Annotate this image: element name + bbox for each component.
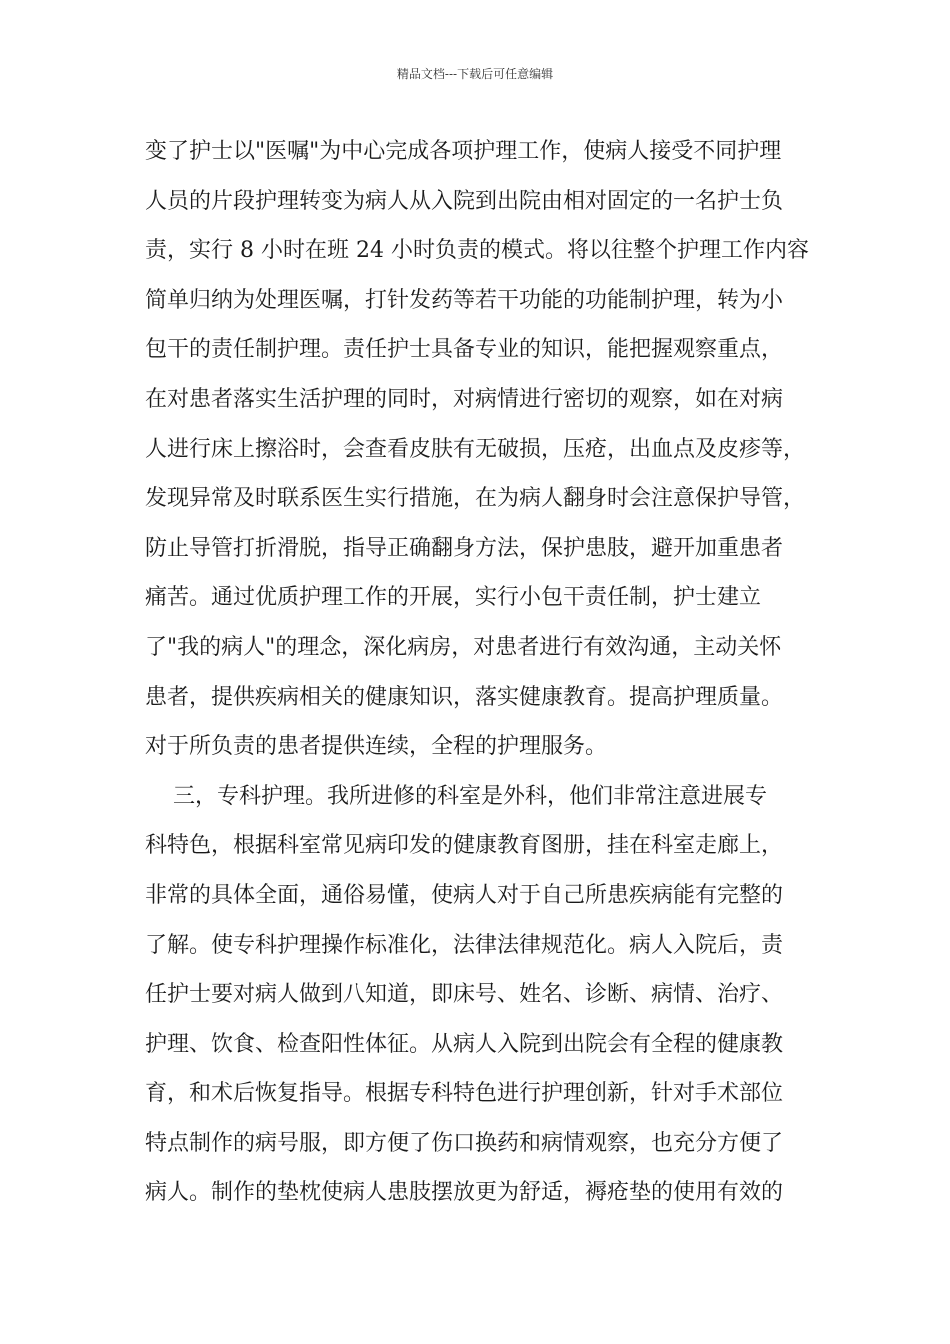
text-line: 育，和术后恢复指导。根据专科特色进行护理创新，针对手术部位 (145, 1081, 784, 1107)
text-line: 防止导管打折滑脱，指导正确翻身方法，保护患肢，避开加重患者 (145, 535, 784, 561)
text-line: 人员的片段护理转变为病人从入院到出院由相对固定的一名护士负 (145, 188, 784, 214)
text-line: 护理、饮食、检查阳性体征。从病人入院到出院会有全程的健康教 (145, 1031, 784, 1057)
text-line: 任护士要对病人做到八知道，即床号、姓名、诊断、病情、治疗、 (145, 982, 784, 1008)
text-line: 了"我的病人"的理念，深化病房，对患者进行有效沟通，主动关怀 (145, 634, 782, 660)
text-line: 对于所负责的患者提供连续，全程的护理服务。 (145, 734, 608, 760)
text-line: 发现异常及时联系医生实行措施，在为病人翻身时会注意保护导管， (145, 486, 806, 512)
text-line: 包干的责任制护理。责任护士具备专业的知识，能把握观察重点， (145, 337, 784, 363)
text-line: 特点制作的病号服，即方便了伤口换药和病情观察，也充分方便了 (145, 1130, 784, 1156)
document-body (145, 134, 825, 1225)
text-line: 在对患者落实生活护理的同时，对病情进行密切的观察，如在对病 (145, 386, 784, 412)
text-line: 变了护士以"医嘱"为中心完成各项护理工作，使病人接受不同护理 (145, 139, 782, 164)
paragraph-first-line: 三，专科护理。我所进修的科室是外科，他们非常注意进展专 (145, 783, 767, 809)
text-line: 科特色，根据科室常见病印发的健康教育图册，挂在科室走廊上， (145, 833, 784, 859)
text-line: 非常的具体全面，通俗易懂，使病人对于自己所患疾病能有完整的 (145, 882, 784, 908)
text-line: 简单归纳为处理医嘱，打针发药等若干功能的功能制护理，转为小 (145, 287, 784, 313)
text-line: 责，实行 8 小时在班 24 小时负责的模式。将以往整个护理工作内容 (145, 238, 809, 264)
text-line: 病人。制作的垫枕使病人患肢摆放更为舒适，褥疮垫的使用有效的 (145, 1180, 784, 1206)
text-line: 了解。使专科护理操作标准化，法律法律规范化。病人入院后，责 (145, 932, 784, 958)
text-line: 患者，提供疾病相关的健康知识，落实健康教育。提高护理质量。 (145, 684, 784, 710)
page-header: 精品文档---下载后可任意编辑 (396, 67, 554, 81)
text-line: 人进行床上擦浴时，会查看皮肤有无破损，压疮，出血点及皮疹等， (145, 436, 806, 462)
text-line: 痛苦。通过优质护理工作的开展，实行小包干责任制，护士建立 (145, 585, 762, 611)
